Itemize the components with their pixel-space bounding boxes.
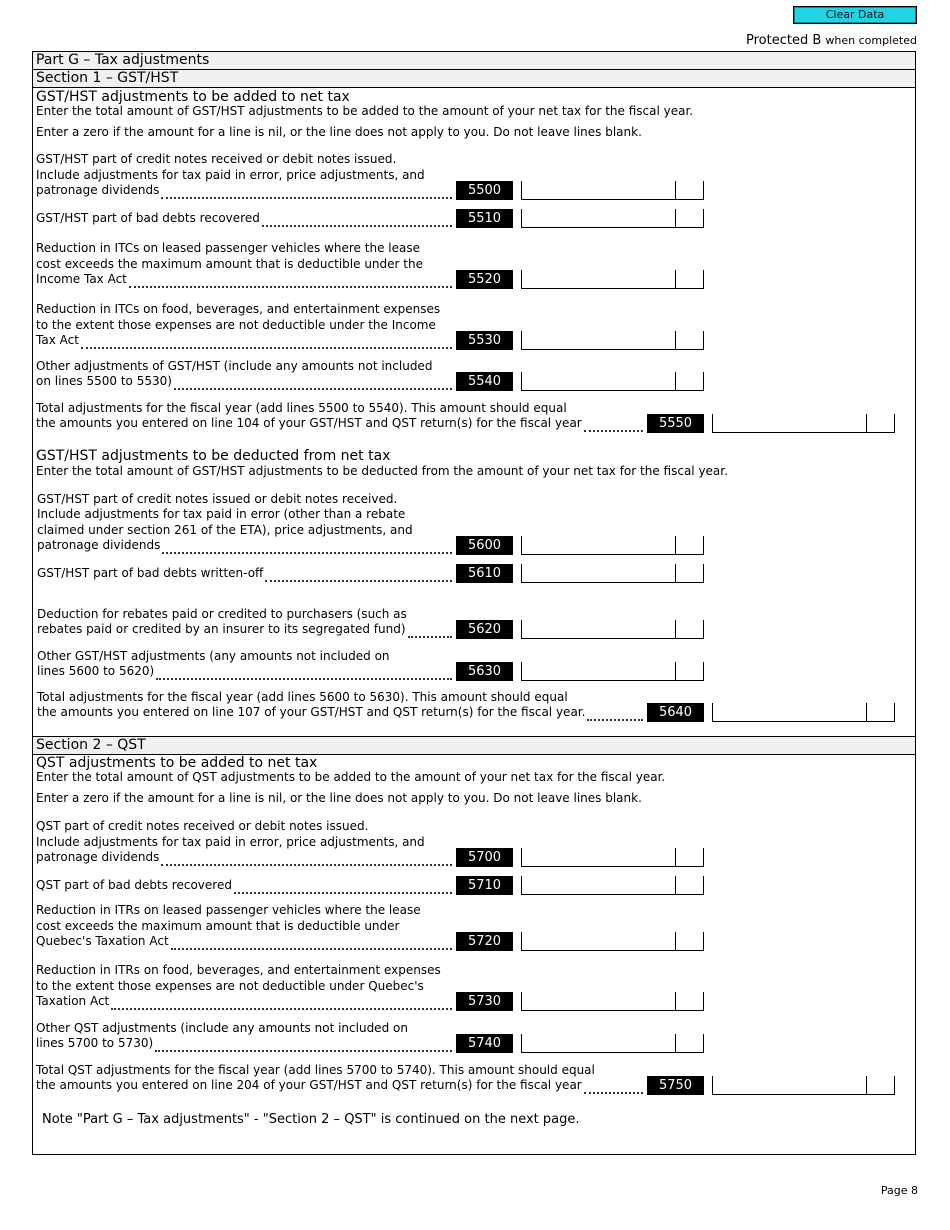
line-code-5620: 5620	[456, 620, 513, 639]
amount-field-5750[interactable]	[712, 1076, 867, 1095]
amount-field-5500[interactable]	[521, 181, 676, 200]
line-text-5500: GST/HST part of credit notes received or debit notes issued.	[36, 152, 397, 166]
line-code-5530: 5530	[456, 331, 513, 350]
part-title: Part G – Tax adjustments	[32, 51, 916, 70]
line-text-5610: GST/HST part of bad debts written-off	[37, 566, 264, 580]
cents-field-5710[interactable]	[675, 876, 704, 895]
continued-note: Note "Part G – Tax adjustments" - "Section 2 – QST" is continued on the next page.	[42, 1112, 580, 1127]
line-text-5550: the amounts you entered on line 104 of your GST/HST and QST return(s) for the fiscal year	[36, 416, 582, 430]
dot-leader-5600	[162, 540, 452, 554]
line-text-5740: lines 5700 to 5730)	[36, 1036, 154, 1050]
amount-field-5510[interactable]	[521, 209, 676, 228]
line-code-5730: 5730	[456, 992, 513, 1011]
dot-leader-5710	[234, 880, 452, 894]
cents-field-5630[interactable]	[675, 662, 704, 681]
line-code-5610: 5610	[456, 564, 513, 583]
line-code-5550: 5550	[647, 414, 704, 433]
protected-small: when completed	[825, 34, 917, 47]
line-text-5550: Total adjustments for the fiscal year (add lines 5500 to 5540). This amount should equal	[36, 400, 567, 415]
amount-field-5540[interactable]	[521, 372, 676, 391]
cents-field-5730[interactable]	[675, 992, 704, 1011]
line-text-5530: to the extent those expenses are not deductible under the Income	[36, 317, 436, 332]
cents-field-5640[interactable]	[866, 703, 895, 722]
protected-main: Protected B	[746, 33, 822, 48]
amount-field-5730[interactable]	[521, 992, 676, 1011]
cents-field-5740[interactable]	[675, 1034, 704, 1053]
cents-field-5610[interactable]	[675, 564, 704, 583]
line-text-5740: Other QST adjustments (include any amounts not included on	[36, 1020, 408, 1035]
page-number: Page 8	[880, 1184, 918, 1197]
line-code-5540: 5540	[456, 372, 513, 391]
line-text-5720: Reduction in ITRs on leased passenger vehicles where the lease	[36, 903, 421, 917]
section2-add-intro2: Enter a zero if the amount for a line is nil, or the line does not apply to you. Do not leave lines blank.	[36, 791, 642, 805]
cents-field-5550[interactable]	[866, 414, 895, 433]
section1-deduct-heading: GST/HST adjustments to be deducted from net tax	[36, 448, 391, 464]
line-code-5710: 5710	[456, 876, 513, 895]
cents-field-5620[interactable]	[675, 620, 704, 639]
cents-field-5520[interactable]	[675, 270, 704, 289]
line-code-5640: 5640	[647, 703, 704, 722]
cents-field-5720[interactable]	[675, 932, 704, 951]
amount-field-5550[interactable]	[712, 414, 867, 433]
line-code-5520: 5520	[456, 270, 513, 289]
line-text-5700: patronage dividends	[36, 850, 160, 864]
line-text-5520: Reduction in ITCs on leased passenger vehicles where the lease	[36, 241, 420, 255]
cents-field-5700[interactable]	[675, 848, 704, 867]
line-code-5630: 5630	[456, 662, 513, 681]
cents-field-5510[interactable]	[675, 209, 704, 228]
dot-leader-5530	[81, 335, 452, 349]
dot-leader-5610	[265, 568, 452, 582]
dot-leader-5540	[174, 376, 452, 390]
amount-field-5740[interactable]	[521, 1034, 676, 1053]
line-text-5520: cost exceeds the maximum amount that is deductible under the	[36, 256, 423, 271]
line-text-5500: Include adjustments for tax paid in error, price adjustments, and	[36, 167, 425, 182]
cents-field-5600[interactable]	[675, 536, 704, 555]
dot-leader-5520	[129, 274, 452, 288]
dot-leader-5720	[171, 936, 452, 950]
line-text-5730: Reduction in ITRs on food, beverages, and entertainment expenses	[36, 963, 441, 977]
amount-field-5600[interactable]	[521, 536, 676, 555]
cents-field-5530[interactable]	[675, 331, 704, 350]
dot-leader-5620	[408, 624, 452, 638]
amount-field-5700[interactable]	[521, 848, 676, 867]
line-text-5640: Total adjustments for the fiscal year (add lines 5600 to 5630). This amount should equal	[37, 689, 568, 704]
section1-add-heading: GST/HST adjustments to be added to net tax	[36, 89, 350, 105]
line-text-5720: Quebec's Taxation Act	[36, 934, 169, 948]
line-text-5510: GST/HST part of bad debts recovered	[36, 211, 260, 225]
amount-field-5710[interactable]	[521, 876, 676, 895]
amount-field-5610[interactable]	[521, 564, 676, 583]
protected-b-label	[746, 33, 917, 48]
amount-field-5720[interactable]	[521, 932, 676, 951]
line-text-5630: lines 5600 to 5620)	[37, 664, 155, 678]
line-code-5500: 5500	[456, 181, 513, 200]
line-text-5750: the amounts you entered on line 204 of your GST/HST and QST return(s) for the fiscal year	[36, 1078, 582, 1092]
line-text-5600: patronage dividends	[37, 538, 161, 552]
line-code-5700: 5700	[456, 848, 513, 867]
amount-field-5520[interactable]	[521, 270, 676, 289]
line-code-5600: 5600	[456, 536, 513, 555]
dot-leader-5730	[111, 996, 452, 1010]
line-text-5730: to the extent those expenses are not deductible under Quebec's	[36, 978, 424, 993]
dot-leader-5640	[587, 707, 643, 721]
cents-field-5540[interactable]	[675, 372, 704, 391]
amount-field-5630[interactable]	[521, 662, 676, 681]
dot-leader-5700	[161, 852, 452, 866]
section2-add-heading: QST adjustments to be added to net tax	[36, 755, 318, 771]
line-text-5500: patronage dividends	[36, 183, 160, 197]
dot-leader-5750	[584, 1080, 643, 1094]
amount-field-5620[interactable]	[521, 620, 676, 639]
amount-field-5640[interactable]	[712, 703, 867, 722]
section1-add-intro1: Enter the total amount of GST/HST adjustments to be added to the amount of your net tax for the fiscal year.	[36, 104, 694, 118]
dot-leader-5550	[584, 418, 643, 432]
line-text-5540: on lines 5500 to 5530)	[36, 374, 172, 388]
line-text-5540: Other adjustments of GST/HST (include any amounts not included	[36, 358, 433, 373]
line-text-5600: Include adjustments for tax paid in error (other than a rebate	[37, 507, 406, 521]
dot-leader-5630	[156, 666, 452, 680]
line-text-5520: Income Tax Act	[36, 272, 127, 286]
line-text-5530: Reduction in ITCs on food, beverages, and entertainment expenses	[36, 302, 441, 316]
line-text-5730: Taxation Act	[36, 994, 110, 1008]
line-text-5700: QST part of credit notes received or debit notes issued.	[36, 819, 369, 833]
line-text-5620: Deduction for rebates paid or credited to purchasers (such as	[37, 606, 407, 621]
line-text-5750: Total QST adjustments for the fiscal year (add lines 5700 to 5740). This amount should equal	[36, 1062, 595, 1077]
section2-add-intro1: Enter the total amount of QST adjustments to be added to the amount of your net tax for the fiscal year.	[36, 770, 666, 784]
section1-add-intro2: Enter a zero if the amount for a line is nil, or the line does not apply to you. Do not leave lines blank.	[36, 125, 642, 139]
line-code-5720: 5720	[456, 932, 513, 951]
dot-leader-5740	[155, 1038, 452, 1052]
section2-title: Section 2 – QST	[32, 736, 916, 755]
cents-field-5750[interactable]	[866, 1076, 895, 1095]
line-text-5600: GST/HST part of credit notes issued or debit notes received.	[37, 491, 398, 506]
line-text-5640: the amounts you entered on line 107 of your GST/HST and QST return(s) for the fiscal year.	[37, 705, 586, 719]
section1-title: Section 1 – GST/HST	[32, 69, 916, 88]
amount-field-5530[interactable]	[521, 331, 676, 350]
line-code-5750: 5750	[647, 1076, 704, 1095]
line-text-5630: Other GST/HST adjustments (any amounts not included on	[37, 648, 390, 663]
line-text-5710: QST part of bad debts recovered	[36, 878, 232, 892]
line-code-5510: 5510	[456, 209, 513, 228]
dot-leader-5500	[161, 185, 452, 199]
line-text-5530: Tax Act	[36, 333, 79, 347]
line-text-5700: Include adjustments for tax paid in error, price adjustments, and	[36, 834, 425, 849]
clear-data-button[interactable]: Clear Data	[793, 6, 917, 24]
line-text-5600: claimed under section 261 of the ETA), price adjustments, and	[37, 522, 413, 537]
line-text-5720: cost exceeds the maximum amount that is deductible under	[36, 918, 400, 933]
dot-leader-5510	[262, 213, 452, 227]
section1-deduct-intro1: Enter the total amount of GST/HST adjustments to be deducted from the amount of your net tax for the fiscal year.	[36, 464, 728, 478]
line-code-5740: 5740	[456, 1034, 513, 1053]
line-text-5620: rebates paid or credited by an insurer to its segregated fund)	[37, 622, 406, 636]
cents-field-5500[interactable]	[675, 181, 704, 200]
